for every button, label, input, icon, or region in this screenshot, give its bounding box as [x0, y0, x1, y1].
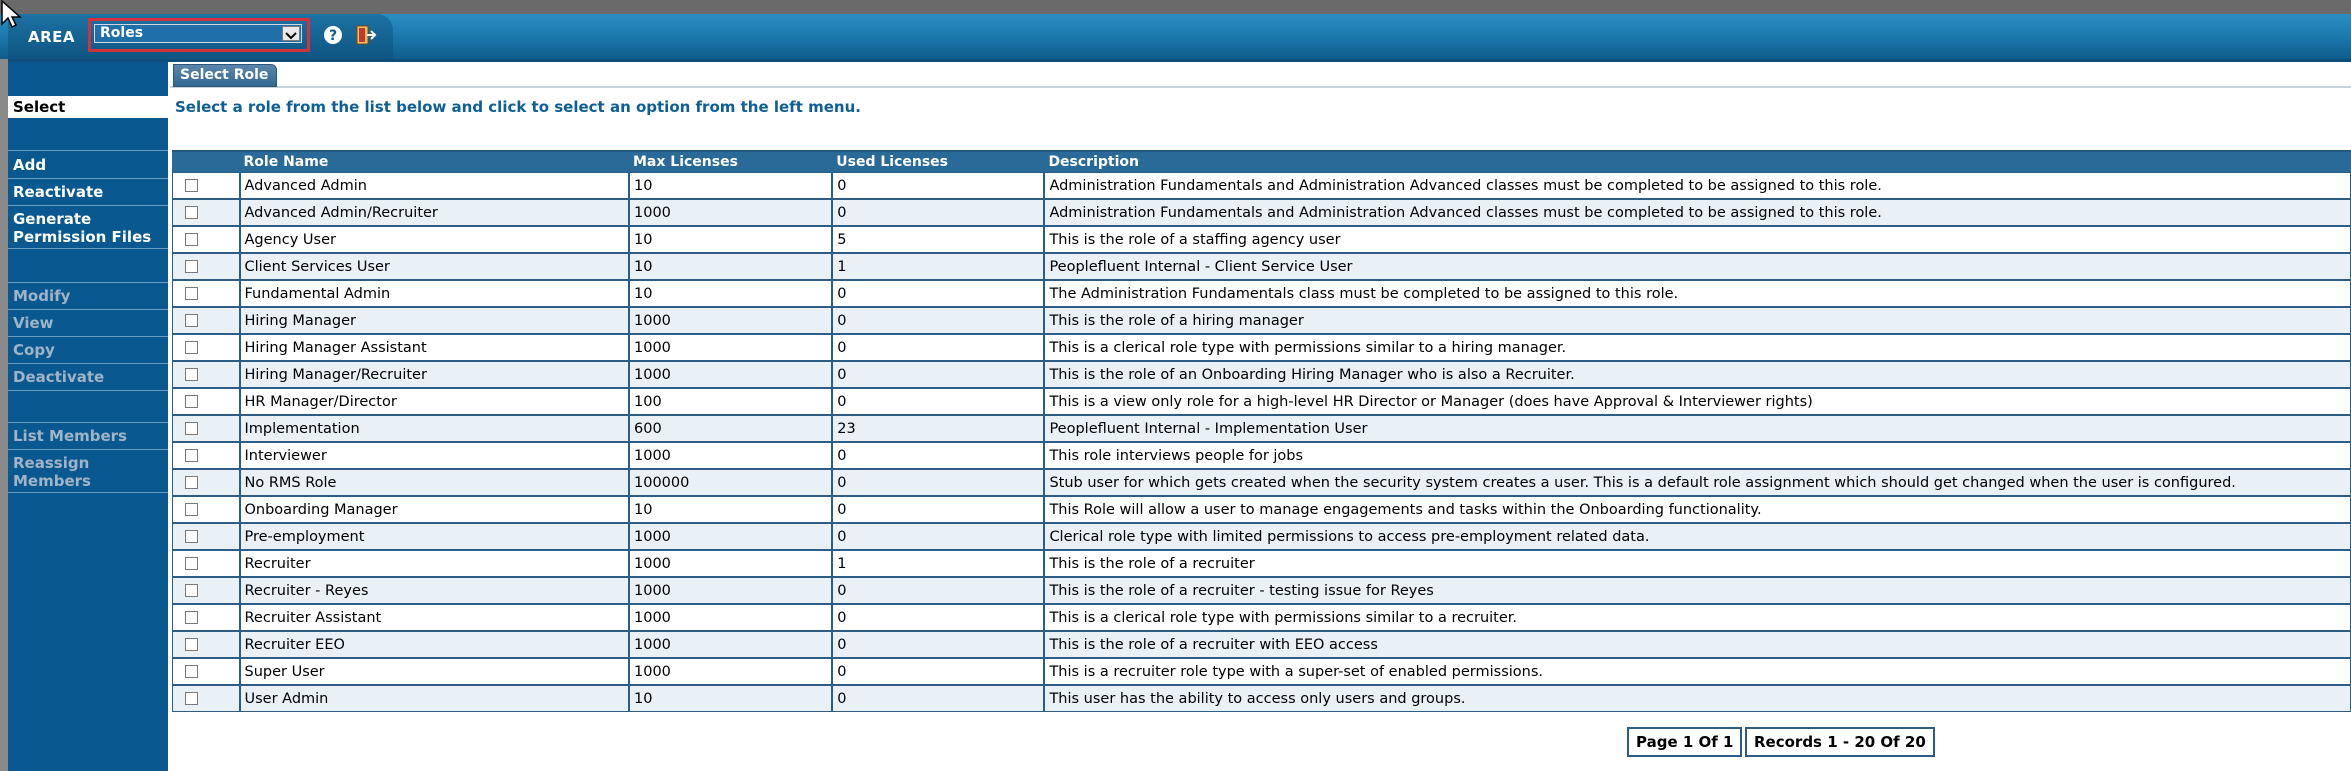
table-row[interactable]	[172, 388, 2351, 415]
table-row[interactable]	[172, 631, 2351, 658]
role-name-cell: Client Services User	[240, 253, 630, 280]
page-indicator: Page 1 Of 1	[1627, 727, 1742, 757]
tab-strip	[170, 62, 2351, 88]
header-select	[172, 150, 240, 172]
used-licenses-cell: 0	[832, 361, 1044, 388]
help-icon[interactable]	[323, 25, 343, 45]
description-cell: This is the role of a recruiter	[1044, 550, 2351, 577]
tab-select-role-label: Select Role	[180, 67, 269, 83]
table-row[interactable]	[172, 361, 2351, 388]
row-select-cell	[172, 496, 240, 523]
menu-select-label: Select	[13, 98, 66, 116]
menu-generate-line1: Generate	[13, 210, 92, 228]
description-cell: This is the role of an Onboarding Hiring Manager who is also a Recruiter.	[1044, 361, 2351, 388]
description-cell: Administration Fundamentals and Administration Advanced classes must be completed to be assigned to this role.	[1044, 199, 2351, 226]
table-row[interactable]	[172, 334, 2351, 361]
row-checkbox[interactable]	[185, 449, 198, 462]
max-licenses-cell: 1000	[629, 523, 832, 550]
role-name-cell: Recruiter EEO	[240, 631, 630, 658]
row-select-cell	[172, 361, 240, 388]
table-row[interactable]	[172, 523, 2351, 550]
used-licenses-cell: 0	[832, 523, 1044, 550]
area-select-value: Roles	[100, 25, 144, 41]
max-licenses-cell: 1000	[629, 631, 832, 658]
used-licenses-cell: 0	[832, 577, 1044, 604]
max-licenses-cell: 1000	[629, 199, 832, 226]
table-row[interactable]	[172, 550, 2351, 577]
used-licenses-cell: 0	[832, 199, 1044, 226]
used-licenses-cell: 0	[832, 469, 1044, 496]
description-cell: Peoplefluent Internal - Implementation User	[1044, 415, 2351, 442]
svg-text:?: ?	[328, 28, 338, 44]
description-cell: This is a recruiter role type with a super-set of enabled permissions.	[1044, 658, 2351, 685]
menu-divider	[8, 178, 168, 179]
description-cell: Administration Fundamentals and Administration Advanced classes must be completed to be assigned to this role.	[1044, 172, 2351, 199]
table-row[interactable]	[172, 496, 2351, 523]
menu-divider	[8, 492, 168, 493]
menu-copy[interactable]: Copy	[13, 341, 55, 359]
row-checkbox[interactable]	[185, 233, 198, 246]
mouse-pointer-icon	[0, 0, 30, 30]
roles-table	[172, 150, 2351, 712]
max-licenses-cell: 10	[629, 496, 832, 523]
description-cell: The Administration Fundamentals class must be completed to be assigned to this role.	[1044, 280, 2351, 307]
used-licenses-cell: 0	[832, 442, 1044, 469]
menu-divider	[8, 150, 168, 151]
max-licenses-cell: 100	[629, 388, 832, 415]
used-licenses-cell: 0	[832, 334, 1044, 361]
menu-divider	[8, 309, 168, 310]
row-select-cell	[172, 415, 240, 442]
max-licenses-cell: 10	[629, 685, 832, 712]
used-licenses-cell: 23	[832, 415, 1044, 442]
role-name-cell: Advanced Admin	[240, 172, 630, 199]
table-row[interactable]	[172, 415, 2351, 442]
table-row[interactable]	[172, 469, 2351, 496]
table-row[interactable]	[172, 199, 2351, 226]
max-licenses-cell: 1000	[629, 442, 832, 469]
menu-divider	[8, 282, 168, 283]
max-licenses-cell: 1000	[629, 307, 832, 334]
role-name-cell: Agency User	[240, 226, 630, 253]
menu-divider	[8, 363, 168, 364]
header-used-licenses[interactable]: Used Licenses	[832, 150, 1044, 172]
row-checkbox[interactable]	[185, 206, 198, 219]
row-checkbox[interactable]	[185, 422, 198, 435]
menu-reassign-line1: Reassign	[13, 454, 90, 472]
max-licenses-cell: 100000	[629, 469, 832, 496]
row-select-cell	[172, 442, 240, 469]
row-checkbox[interactable]	[185, 341, 198, 354]
table-header-row	[172, 150, 2351, 172]
used-licenses-cell: 5	[832, 226, 1044, 253]
menu-list-members[interactable]: List Members	[13, 427, 127, 445]
row-checkbox[interactable]	[185, 395, 198, 408]
menu-divider	[8, 449, 168, 450]
role-name-cell: HR Manager/Director	[240, 388, 630, 415]
row-checkbox[interactable]	[185, 584, 198, 597]
menu-reassign-line2: Members	[13, 472, 91, 490]
header-description[interactable]: Description	[1044, 150, 2351, 172]
role-name-cell: Interviewer	[240, 442, 630, 469]
role-name-cell: Onboarding Manager	[240, 496, 630, 523]
role-name-cell: Pre-employment	[240, 523, 630, 550]
description-cell: This is a clerical role type with permissions similar to a recruiter.	[1044, 604, 2351, 631]
role-name-cell: Implementation	[240, 415, 630, 442]
row-checkbox[interactable]	[185, 287, 198, 300]
row-checkbox[interactable]	[185, 692, 198, 705]
description-cell: Peoplefluent Internal - Client Service User	[1044, 253, 2351, 280]
row-checkbox[interactable]	[185, 530, 198, 543]
tab-underline	[170, 86, 2351, 88]
row-select-cell	[172, 523, 240, 550]
row-select-cell	[172, 253, 240, 280]
max-licenses-cell: 1000	[629, 334, 832, 361]
table-row[interactable]	[172, 658, 2351, 685]
row-select-cell	[172, 604, 240, 631]
role-name-cell: Recruiter Assistant	[240, 604, 630, 631]
description-cell: This Role will allow a user to manage engagements and tasks within the Onboarding functionality.	[1044, 496, 2351, 523]
used-licenses-cell: 1	[832, 550, 1044, 577]
used-licenses-cell: 1	[832, 253, 1044, 280]
used-licenses-cell: 0	[832, 388, 1044, 415]
used-licenses-cell: 0	[832, 172, 1044, 199]
description-cell: Clerical role type with limited permissions to access pre-employment related data.	[1044, 523, 2351, 550]
table-row[interactable]	[172, 172, 2351, 199]
row-select-cell	[172, 658, 240, 685]
role-name-cell: Hiring Manager	[240, 307, 630, 334]
max-licenses-cell: 10	[629, 253, 832, 280]
table-row[interactable]	[172, 226, 2351, 253]
max-licenses-cell: 1000	[629, 550, 832, 577]
max-licenses-cell: 1000	[629, 604, 832, 631]
menu-reactivate[interactable]: Reactivate	[13, 183, 104, 201]
menu-deactivate[interactable]: Deactivate	[13, 368, 105, 386]
row-checkbox[interactable]	[185, 503, 198, 516]
row-checkbox[interactable]	[185, 179, 198, 192]
menu-reassign-members[interactable]	[13, 454, 163, 490]
menu-divider	[8, 248, 168, 249]
row-checkbox[interactable]	[185, 260, 198, 273]
description-cell: This is a clerical role type with permissions similar to a hiring manager.	[1044, 334, 2351, 361]
row-select-cell	[172, 280, 240, 307]
row-select-cell	[172, 631, 240, 658]
row-checkbox[interactable]	[185, 557, 198, 570]
area-select-highlight	[88, 18, 310, 52]
description-cell: This is the role of a recruiter - testing issue for Reyes	[1044, 577, 2351, 604]
table-row[interactable]	[172, 685, 2351, 712]
area-select[interactable]	[94, 24, 302, 43]
row-select-cell	[172, 307, 240, 334]
table-row[interactable]	[172, 442, 2351, 469]
table-row[interactable]	[172, 253, 2351, 280]
role-name-cell: Advanced Admin/Recruiter	[240, 199, 630, 226]
description-cell: This is the role of a recruiter with EEO access	[1044, 631, 2351, 658]
max-licenses-cell: 10	[629, 172, 832, 199]
description-cell: This user has the ability to access only users and groups.	[1044, 685, 2351, 712]
table-row[interactable]	[172, 604, 2351, 631]
menu-divider	[8, 205, 168, 206]
role-name-cell: No RMS Role	[240, 469, 630, 496]
menu-view[interactable]: View	[13, 314, 54, 332]
area-label: AREA	[28, 28, 76, 46]
max-licenses-cell: 1000	[629, 658, 832, 685]
menu-divider	[8, 390, 168, 391]
exit-icon[interactable]	[355, 24, 377, 46]
used-licenses-cell: 0	[832, 604, 1044, 631]
row-select-cell	[172, 334, 240, 361]
row-checkbox[interactable]	[185, 476, 198, 489]
used-licenses-cell: 0	[832, 685, 1044, 712]
role-name-cell: User Admin	[240, 685, 630, 712]
menu-divider	[8, 422, 168, 423]
row-select-cell	[172, 469, 240, 496]
row-select-cell	[172, 172, 240, 199]
role-name-cell: Hiring Manager/Recruiter	[240, 361, 630, 388]
menu-modify[interactable]: Modify	[13, 287, 71, 305]
row-checkbox[interactable]	[185, 368, 198, 381]
menu-generate-permission-files[interactable]	[13, 210, 163, 246]
used-licenses-cell: 0	[832, 658, 1044, 685]
row-checkbox[interactable]	[185, 665, 198, 678]
table-row[interactable]	[172, 280, 2351, 307]
chevron-down-icon[interactable]	[282, 26, 300, 41]
description-cell: Stub user for which gets created when the security system creates a user. This is a default role assignment which should get changed when the user is configured.	[1044, 469, 2351, 496]
max-licenses-cell: 600	[629, 415, 832, 442]
row-checkbox[interactable]	[185, 638, 198, 651]
max-licenses-cell: 1000	[629, 577, 832, 604]
row-select-cell	[172, 199, 240, 226]
row-select-cell	[172, 550, 240, 577]
used-licenses-cell: 0	[832, 280, 1044, 307]
used-licenses-cell: 0	[832, 496, 1044, 523]
menu-select-item[interactable]	[8, 95, 168, 118]
row-select-cell	[172, 577, 240, 604]
table-row[interactable]	[172, 307, 2351, 334]
max-licenses-cell: 10	[629, 226, 832, 253]
menu-add[interactable]: Add	[13, 156, 47, 174]
description-cell: This is the role of a staffing agency user	[1044, 226, 2351, 253]
window-top-strip	[0, 0, 2351, 14]
header-role-name[interactable]: Role Name	[240, 150, 630, 172]
row-checkbox[interactable]	[185, 611, 198, 624]
description-cell: This role interviews people for jobs	[1044, 442, 2351, 469]
menu-divider	[8, 336, 168, 337]
table-row[interactable]	[172, 577, 2351, 604]
row-select-cell	[172, 226, 240, 253]
role-name-cell: Recruiter - Reyes	[240, 577, 630, 604]
instruction-text: Select a role from the list below and click to select an option from the left menu.	[175, 98, 861, 116]
role-name-cell: Fundamental Admin	[240, 280, 630, 307]
description-cell: This is the role of a hiring manager	[1044, 307, 2351, 334]
description-cell: This is a view only role for a high-level HR Director or Manager (does have Approval & Interviewer rights)	[1044, 388, 2351, 415]
header-max-licenses[interactable]: Max Licenses	[629, 150, 832, 172]
role-name-cell: Hiring Manager Assistant	[240, 334, 630, 361]
used-licenses-cell: 0	[832, 307, 1044, 334]
used-licenses-cell: 0	[832, 631, 1044, 658]
max-licenses-cell: 1000	[629, 361, 832, 388]
menu-generate-line2: Permission Files	[13, 228, 152, 246]
records-indicator: Records 1 - 20 Of 20	[1745, 727, 1935, 757]
role-name-cell: Recruiter	[240, 550, 630, 577]
row-checkbox[interactable]	[185, 314, 198, 327]
tab-select-role[interactable]	[173, 64, 277, 87]
role-name-cell: Super User	[240, 658, 630, 685]
max-licenses-cell: 10	[629, 280, 832, 307]
row-select-cell	[172, 388, 240, 415]
left-gutter	[0, 59, 8, 771]
row-select-cell	[172, 685, 240, 712]
